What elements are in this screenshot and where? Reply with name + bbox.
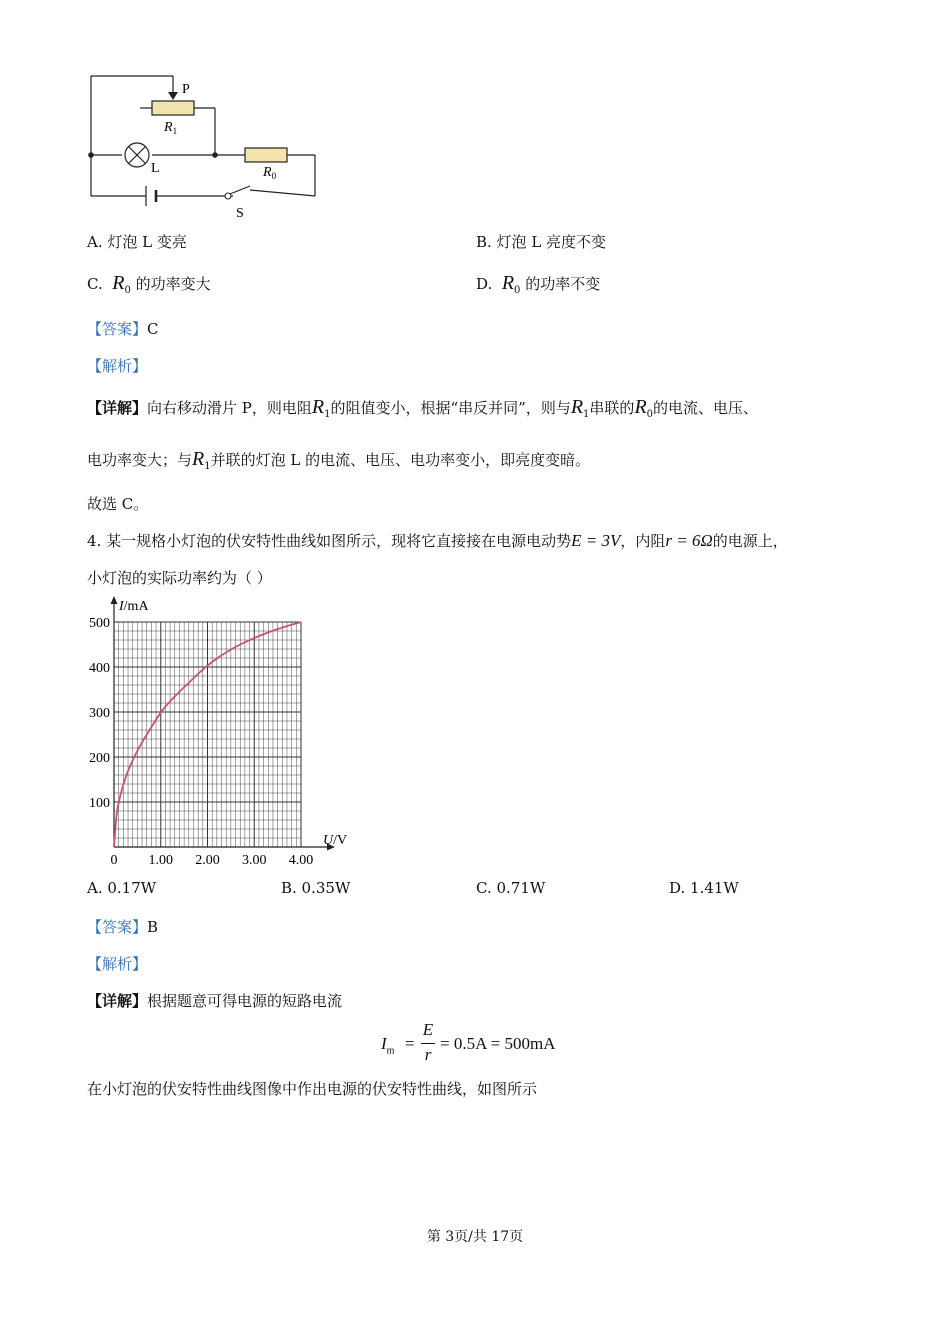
lamp-icon xyxy=(125,143,149,167)
label-r0: $R_0$ xyxy=(263,165,277,181)
resistor-r0 xyxy=(245,148,287,162)
q4-question-line2: 小灯泡的实际功率约为（ ） xyxy=(87,569,272,587)
q3-option-d: D. $R_0$ 的功率不变 xyxy=(476,272,601,296)
switch-icon xyxy=(225,186,250,199)
page-footer: 第 3页/共 17页 xyxy=(426,1229,524,1245)
x-tick-label: 4.00 xyxy=(288,853,314,868)
q3-analysis-tag: 【解析】 xyxy=(87,357,148,375)
q3-option-a: A. 灯泡 L 变亮 xyxy=(87,233,187,251)
y-tick-label: 300 xyxy=(89,706,110,721)
y-tick-label: 500 xyxy=(89,616,110,631)
x-tick-label: 2.00 xyxy=(195,853,220,868)
label-r1: $R_1$ xyxy=(164,120,178,136)
iv-curve-chart xyxy=(80,592,360,877)
label-s: S xyxy=(236,206,244,221)
slider-arrow-icon xyxy=(168,92,178,100)
junction-dot xyxy=(212,152,218,158)
q4-option-c: C. 0.71W xyxy=(476,879,546,897)
q4-option-b: B. 0.35W xyxy=(281,879,351,897)
q3-option-c: C. $R_0$ 的功率变大 xyxy=(87,272,211,296)
q3-answer: 【答案】C xyxy=(87,320,159,338)
q3-detail-line2: 电功率变大；与$R_1$并联的灯泡 L 的电流、电压、电功率变小，即亮度变暗。 xyxy=(87,448,591,472)
y-tick-label: 100 xyxy=(89,796,110,811)
q4-detail: 【详解】根据题意可得电源的短路电流 xyxy=(87,992,343,1010)
label-p: P xyxy=(182,82,190,97)
q4-question-line1: 4. 某一规格小灯泡的伏安特性曲线如图所示，现将它直接接在电源电动势E = 3V，内阻r = 6Ω的电源上， xyxy=(87,531,788,550)
y-axis-arrow-icon xyxy=(111,596,118,604)
label-l: L xyxy=(151,161,160,176)
battery-icon xyxy=(146,186,156,206)
y-axis-label: I/mA xyxy=(119,599,149,614)
y-tick-label: 400 xyxy=(89,661,110,676)
x-tick-label: 3.00 xyxy=(242,853,267,868)
q4-option-a: A. 0.17W xyxy=(87,879,157,897)
q4-analysis-tag: 【解析】 xyxy=(87,955,148,973)
q4-option-d: D. 1.41W xyxy=(669,879,739,897)
resistor-r1 xyxy=(152,101,194,115)
q3-option-b: B. 灯泡 L 亮度不变 xyxy=(476,233,607,251)
junction-dot xyxy=(88,152,94,158)
q3-conclusion: 故选 C。 xyxy=(87,495,149,513)
x-axis-label: U/V xyxy=(323,833,348,848)
q3-detail-line1: 【详解】向右移动滑片 P，则电阻$R_1$的阻值变小，根据“串反并同”，则与$R_1$串联的$R_0$的电流、电压、 xyxy=(87,396,759,420)
q4-answer: 【答案】B xyxy=(87,918,159,936)
x-tick-label: 0 xyxy=(110,853,118,868)
circuit-diagram xyxy=(80,68,330,228)
y-tick-label: 200 xyxy=(89,751,110,766)
x-tick-label: 1.00 xyxy=(148,853,173,868)
q4-last-line: 在小灯泡的伏安特性曲线图像中作出电源的伏安特性曲线，如图所示 xyxy=(87,1080,538,1098)
